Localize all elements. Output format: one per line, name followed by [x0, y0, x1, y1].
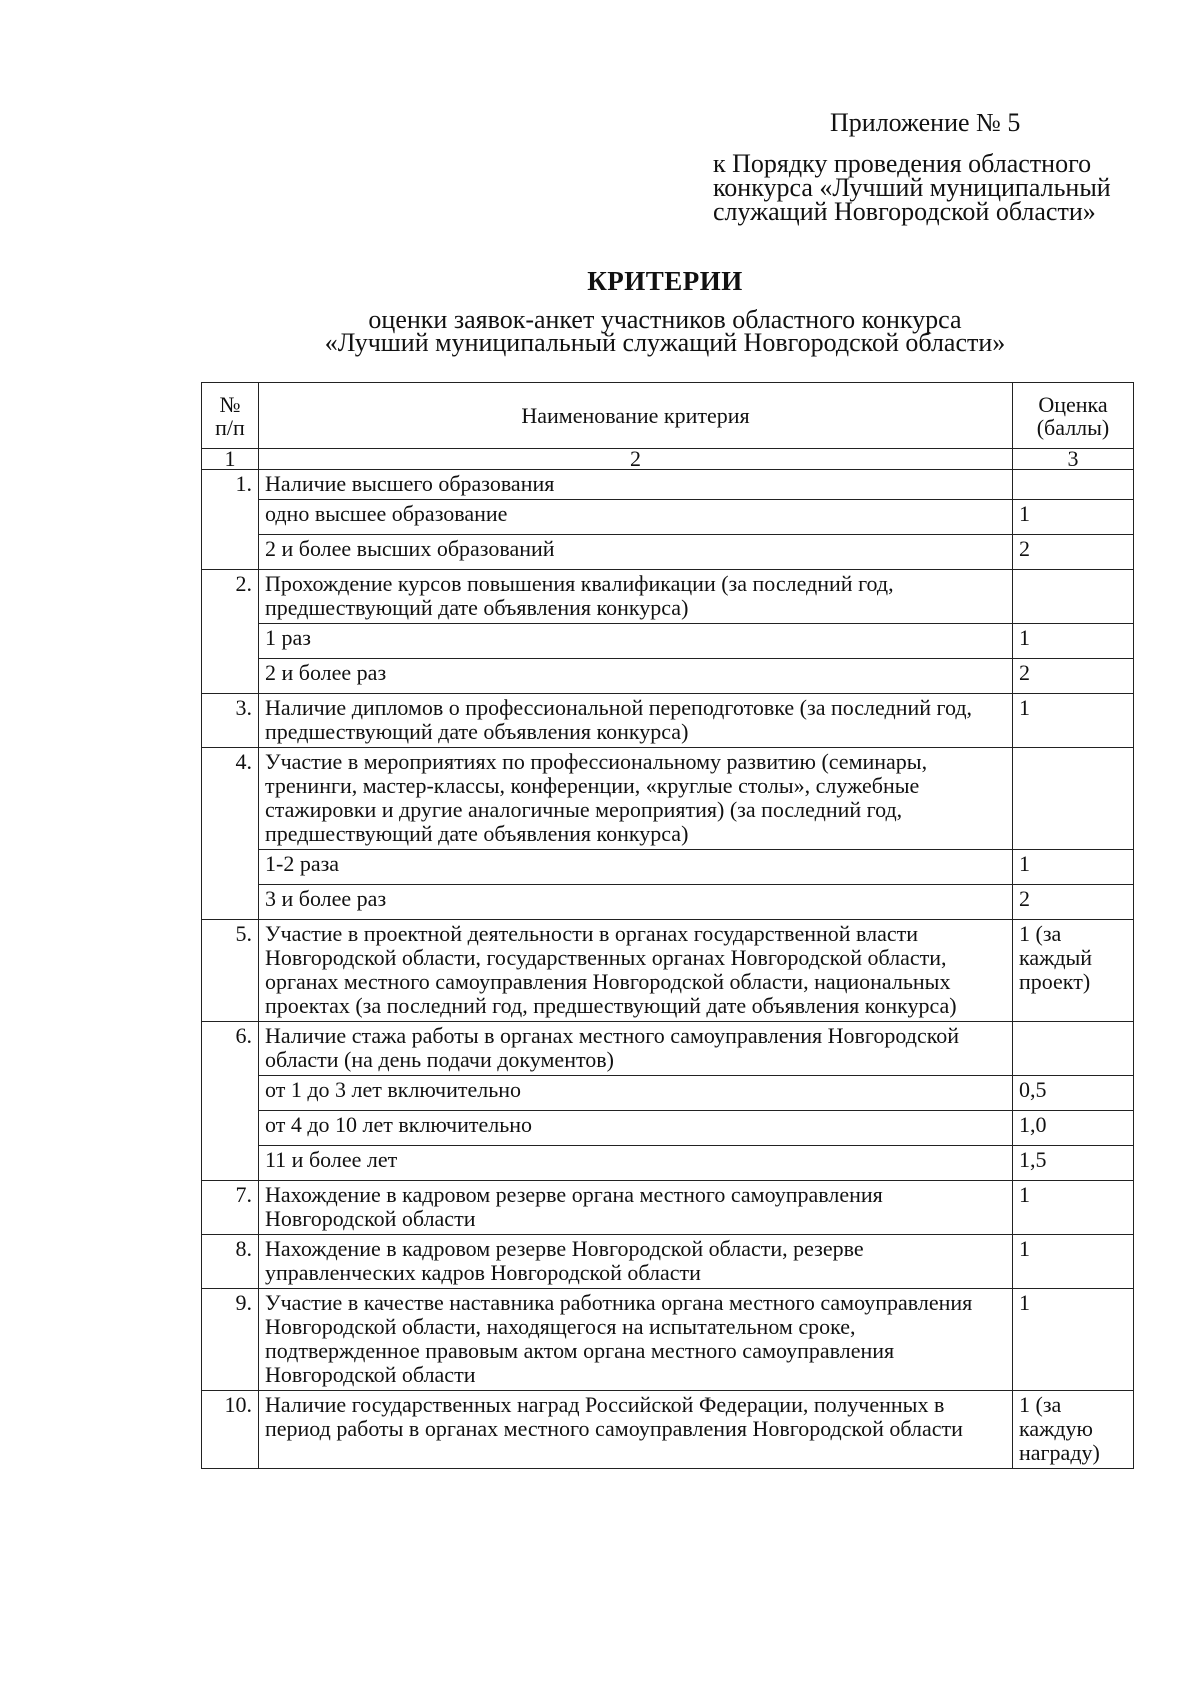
- table-row: [202, 885, 1134, 920]
- criterion-score: 1: [1013, 624, 1134, 659]
- table-row: [202, 850, 1134, 885]
- header-number-line: п/п: [215, 415, 245, 440]
- criterion-name: Нахождение в кадровом резерве Новгородской области, резерве управленческих кадров Новгородской области: [259, 1235, 1013, 1289]
- row-number: 2.: [202, 570, 259, 694]
- criterion-name: Участие в мероприятиях по профессиональному развитию (семинары, тренинги, мастер-классы, конференции, «круглые столы», служебные стажировки и другие аналогичные мероприятия) (за последний год, предшествующий дате объявления конкурса): [259, 748, 1013, 850]
- criterion-name: 3 и более раз: [259, 885, 1013, 920]
- criterion-score: 1 (за каждую награду): [1013, 1391, 1134, 1469]
- column-numbers-row: [202, 449, 1134, 470]
- row-number: 7.: [202, 1181, 259, 1235]
- criterion-score: 0,5: [1013, 1076, 1134, 1111]
- criterion-score: 1: [1013, 1289, 1134, 1391]
- table-row: [202, 694, 1134, 748]
- criterion-name: 11 и более лет: [259, 1146, 1013, 1181]
- table-row: [202, 1076, 1134, 1111]
- table-row: [202, 1111, 1134, 1146]
- criterion-name: Наличие высшего образования: [259, 470, 1013, 500]
- table-row: [202, 570, 1134, 624]
- table-row: [202, 748, 1134, 850]
- table-row: [202, 500, 1134, 535]
- criterion-score: 1: [1013, 500, 1134, 535]
- criterion-name: 2 и более высших образований: [259, 535, 1013, 570]
- row-number: 8.: [202, 1235, 259, 1289]
- header-score: [1013, 383, 1134, 449]
- table-row: [202, 1235, 1134, 1289]
- criterion-score: [1013, 470, 1134, 500]
- appendix-ref-line: служащий Новгородской области»: [713, 197, 1096, 226]
- criterion-name: одно высшее образование: [259, 500, 1013, 535]
- criterion-score: [1013, 570, 1134, 624]
- document-subtitle-line: оценки заявок-анкет участников областного конкурса: [368, 305, 962, 334]
- criterion-name: Наличие стажа работы в органах местного самоуправления Новгородской области (на день подачи документов): [259, 1022, 1013, 1076]
- criterion-name: 2 и более раз: [259, 659, 1013, 694]
- criterion-score: 1,5: [1013, 1146, 1134, 1181]
- appendix-ref-line: к Порядку проведения областного: [713, 149, 1092, 178]
- criterion-name: Участие в качестве наставника работника органа местного самоуправления Новгородской области, находящегося на испытательном сроке, подтвержденное правовым актом органа местного самоуправления Новгородской области: [259, 1289, 1013, 1391]
- document-heading: [190, 264, 1140, 357]
- table-header-row: [202, 383, 1134, 449]
- column-number: 3: [1013, 449, 1134, 470]
- table-row: [202, 1289, 1134, 1391]
- criterion-name: от 1 до 3 лет включительно: [259, 1076, 1013, 1111]
- column-number: 2: [259, 449, 1013, 470]
- row-number: 3.: [202, 694, 259, 748]
- table-row: [202, 920, 1134, 1022]
- document-title: КРИТЕРИИ: [587, 266, 743, 296]
- table-row: [202, 1022, 1134, 1076]
- header-number-line: №: [219, 392, 241, 417]
- row-number: 10.: [202, 1391, 259, 1469]
- criterion-name: Участие в проектной деятельности в органах государственной власти Новгородской области, государственных органах Новгородской области, органах местного самоуправления Новгородской области, национальных проектах (за последний год, предшествующий дате объявления конкурса): [259, 920, 1013, 1022]
- criterion-score: 2: [1013, 885, 1134, 920]
- criterion-name: Наличие дипломов о профессиональной переподготовке (за последний год, предшествующий дате объявления конкурса): [259, 694, 1013, 748]
- criterion-score: [1013, 748, 1134, 850]
- criterion-score: 1: [1013, 1235, 1134, 1289]
- table-row: [202, 470, 1134, 500]
- header-number: [202, 383, 259, 449]
- appendix-block: [713, 108, 1143, 224]
- row-number: 4.: [202, 748, 259, 920]
- criteria-table: [201, 382, 1134, 1469]
- document-subtitle-line: «Лучший муниципальный служащий Новгородской области»: [324, 328, 1006, 357]
- row-number: 9.: [202, 1289, 259, 1391]
- criterion-name: от 4 до 10 лет включительно: [259, 1111, 1013, 1146]
- table-row: [202, 535, 1134, 570]
- appendix-title: Приложение № 5: [830, 108, 1021, 137]
- criterion-score: 1: [1013, 850, 1134, 885]
- criterion-score: 2: [1013, 659, 1134, 694]
- header-score-line: (баллы): [1036, 415, 1110, 440]
- header-criterion-name: Наименование критерия: [259, 383, 1013, 449]
- criterion-name: Нахождение в кадровом резерве органа местного самоуправления Новгородской области: [259, 1181, 1013, 1235]
- criterion-score: 2: [1013, 535, 1134, 570]
- criterion-score: 1: [1013, 694, 1134, 748]
- table-row: [202, 1391, 1134, 1469]
- appendix-ref-line: конкурса «Лучший муниципальный: [713, 173, 1111, 202]
- criterion-score: 1: [1013, 1181, 1134, 1235]
- table-row: [202, 624, 1134, 659]
- criterion-score: 1,0: [1013, 1111, 1134, 1146]
- criterion-name: Прохождение курсов повышения квалификации (за последний год, предшествующий дате объявления конкурса): [259, 570, 1013, 624]
- criterion-name: 1 раз: [259, 624, 1013, 659]
- header-score-line: Оценка: [1038, 392, 1108, 417]
- table-row: [202, 1181, 1134, 1235]
- criterion-score: 1 (за каждый проект): [1013, 920, 1134, 1022]
- criterion-name: Наличие государственных наград Российской Федерации, полученных в период работы в органах местного самоуправления Новгородской области: [259, 1391, 1013, 1469]
- row-number: 6.: [202, 1022, 259, 1181]
- criterion-score: [1013, 1022, 1134, 1076]
- table-row: [202, 1146, 1134, 1181]
- column-number: 1: [202, 449, 259, 470]
- criterion-name: 1-2 раза: [259, 850, 1013, 885]
- row-number: 1.: [202, 470, 259, 570]
- row-number: 5.: [202, 920, 259, 1022]
- table-row: [202, 659, 1134, 694]
